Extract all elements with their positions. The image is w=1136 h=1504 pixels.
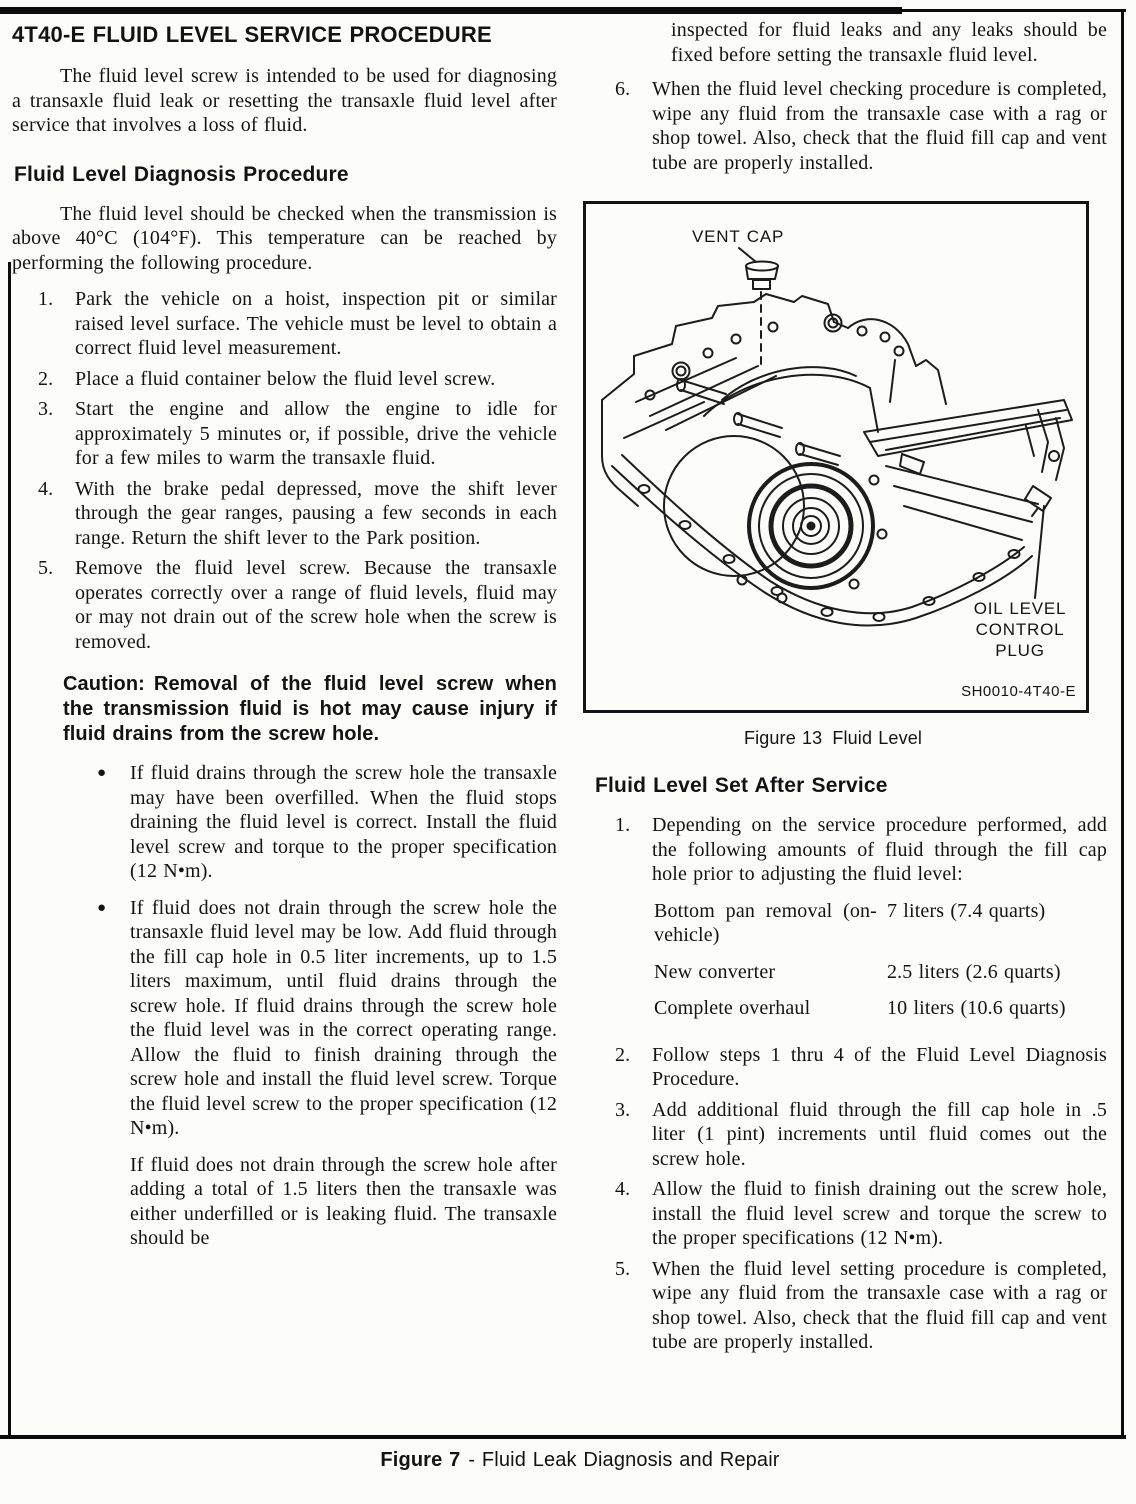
bullet-continuation: If fluid does not drain through the screw hole after adding a total of 1.5 liters then the transaxle was either underfilled or is leaking fluid. The transaxle should be <box>130 1153 557 1249</box>
oil-level-control-plug-label <box>956 598 1084 661</box>
caution-block <box>63 672 557 747</box>
step-number: 1. <box>615 814 631 836</box>
bottom-rule <box>0 1435 1126 1439</box>
step-number: 2. <box>38 367 54 390</box>
figure-13-frame <box>583 201 1089 713</box>
step-text: Place a fluid container below the fluid level screw. <box>75 367 496 390</box>
step-text: Follow steps 1 thru 4 of the Fluid Level Diagnosis Procedure. <box>652 1043 1107 1090</box>
fluid-row-label: Bottom pan removal (on-vehicle) <box>654 899 877 946</box>
step-text: Park the vehicle on a hoist, inspection pit or similar raised level surface. The vehicle must be level to obtain a correct fluid level measurement. <box>75 288 557 359</box>
vent-cap-label: VENT CAP <box>692 227 785 246</box>
top-rule <box>0 7 902 14</box>
step-number: 6. <box>615 78 631 100</box>
footer-figure-label: Figure 7 <box>380 1449 461 1471</box>
fluid-row-label: New converter <box>654 960 776 983</box>
diagnosis-step-1 <box>12 287 557 361</box>
oil-level-label-line2: CONTROL PLUG <box>975 620 1065 660</box>
bullet-text: If fluid does not drain through the screw hole the transaxle fluid level may be low. Add fluid through the fill cap hole in 0.5 liter increments, up to 1.5 liters maximum, until fluid drains through the screw hole. If fluid drains through the screw hole the fluid level was in the correct operating range. Allow the fluid to finish draining through the screw hole and install the fluid level screw. Torque the fluid level screw to the proper specification (12 N•m). <box>130 896 557 1139</box>
step-text: Start the engine and allow the engine to idle for approximately 5 minutes or, if possible, drive the vehicle for a few miles to warm the transaxle fluid. <box>75 398 557 469</box>
footer-figure-title: - Fluid Leak Diagnosis and Repair <box>468 1449 780 1471</box>
fluid-amount-table <box>654 899 1107 1021</box>
figure-reference-code: SH0010-4T40-E <box>961 683 1076 700</box>
set-step-5 <box>593 1257 1107 1355</box>
right-border <box>1121 9 1124 1438</box>
diagnosis-step-6 <box>593 77 1107 175</box>
step-text <box>652 813 1107 1037</box>
diagnosis-heading: Fluid Level Diagnosis Procedure <box>14 162 349 186</box>
step-text: Add additional fluid through the fill cap hole in .5 liter (1 pint) increments until fluid comes out the screw hole. <box>652 1098 1107 1170</box>
figure-13-caption-text: Fluid Level <box>832 728 923 748</box>
set-after-service-heading: Fluid Level Set After Service <box>595 774 888 797</box>
step-text: Allow the fluid to finish draining out the screw hole, install the fluid level screw and torque the screw to the proper specifications (12 N•m). <box>652 1178 1107 1249</box>
table-row <box>654 996 1107 1021</box>
table-row <box>654 960 1107 985</box>
table-row <box>654 899 1107 948</box>
diagnosis-step-2 <box>12 367 557 392</box>
step-text: With the brake pedal depressed, move the shift lever through the gear ranges, pausing a few seconds in each range. Return the shift lever to the Park position. <box>75 477 557 549</box>
diagnosis-intro: The fluid level should be checked when the transmission is above 40°C (104°F). This temperature can be reached by performing the following procedure. <box>12 202 557 274</box>
step-text: Remove the fluid level screw. Because the transaxle operates correctly over a range of fluid levels, fluid may or may not drain out of the screw hole when the screw is removed. <box>75 557 557 653</box>
figure-13-caption-label: Figure 13 <box>743 728 823 748</box>
oil-level-label-line1: OIL LEVEL <box>973 599 1067 618</box>
set-step-1 <box>593 813 1107 1037</box>
fluid-row-label: Complete overhaul <box>654 997 811 1019</box>
set-step-4 <box>593 1177 1107 1251</box>
step-number: 2. <box>615 1043 631 1066</box>
top-rule-thin <box>896 9 1126 12</box>
diagnosis-step-4 <box>12 477 557 551</box>
step-number: 5. <box>615 1257 631 1280</box>
bullet-item <box>97 896 557 1141</box>
page-footer-caption <box>0 1448 1136 1473</box>
diagnosis-step-5 <box>12 556 557 654</box>
step-number: 3. <box>38 398 54 420</box>
bullet-marker: ● <box>97 765 107 781</box>
bullet-text: If fluid drains through the screw hole the transaxle may have been overfilled. When the fluid stops draining the fluid level is correct. Install the fluid level screw and torque to the proper specification (12 N•m). <box>130 762 557 882</box>
fluid-row-value: 10 liters (10.6 quarts) <box>887 997 1066 1019</box>
step-number: 4. <box>615 1178 631 1200</box>
set-step-1-text: Depending on the service procedure performed, add the following amounts of fluid through the fill cap hole prior to adjusting the fluid level: <box>652 814 1107 885</box>
caution-text: Removal of the fluid level screw when the transmission fluid is hot may cause injury if fluid drains from the screw hole. <box>63 673 557 745</box>
step-number: 5. <box>38 557 54 579</box>
left-column <box>12 22 557 1251</box>
step-number: 4. <box>38 477 54 500</box>
step-text: When the fluid level setting procedure is completed, wipe any fluid from the transaxle case with a rag or shop towel. Also, check that the fluid fill cap and vent tube are properly installed. <box>652 1257 1107 1353</box>
diagnosis-step-3 <box>12 397 557 471</box>
fluid-row-value: 7 liters (7.4 quarts) <box>887 899 1046 922</box>
bullet-marker: ● <box>97 899 107 916</box>
step-number: 1. <box>38 288 54 310</box>
page-title: 4T40-E FLUID LEVEL SERVICE PROCEDURE <box>12 22 492 47</box>
right-column <box>593 18 1107 1361</box>
caution-label: Caution: <box>63 673 145 695</box>
set-step-2 <box>593 1043 1107 1092</box>
left-border <box>8 262 11 1437</box>
carryover-paragraph: inspected for fluid leaks and any leaks should be fixed before setting the transaxle fluid level. <box>671 19 1107 66</box>
step-text: When the fluid level checking procedure is completed, wipe any fluid from the transaxle case with a rag or shop towel. Also, check that the fluid fill cap and vent tube are properly installed. <box>652 78 1107 174</box>
intro-paragraph: The fluid level screw is intended to be used for diagnosing a transaxle fluid leak or resetting the transaxle fluid level after service that involves a loss of fluid. <box>12 65 557 136</box>
fluid-row-value: 2.5 liters (2.6 quarts) <box>887 960 1061 983</box>
set-step-3 <box>593 1098 1107 1172</box>
bullet-item <box>97 761 557 884</box>
step-number: 3. <box>615 1098 631 1121</box>
figure-13-caption <box>583 727 1083 749</box>
